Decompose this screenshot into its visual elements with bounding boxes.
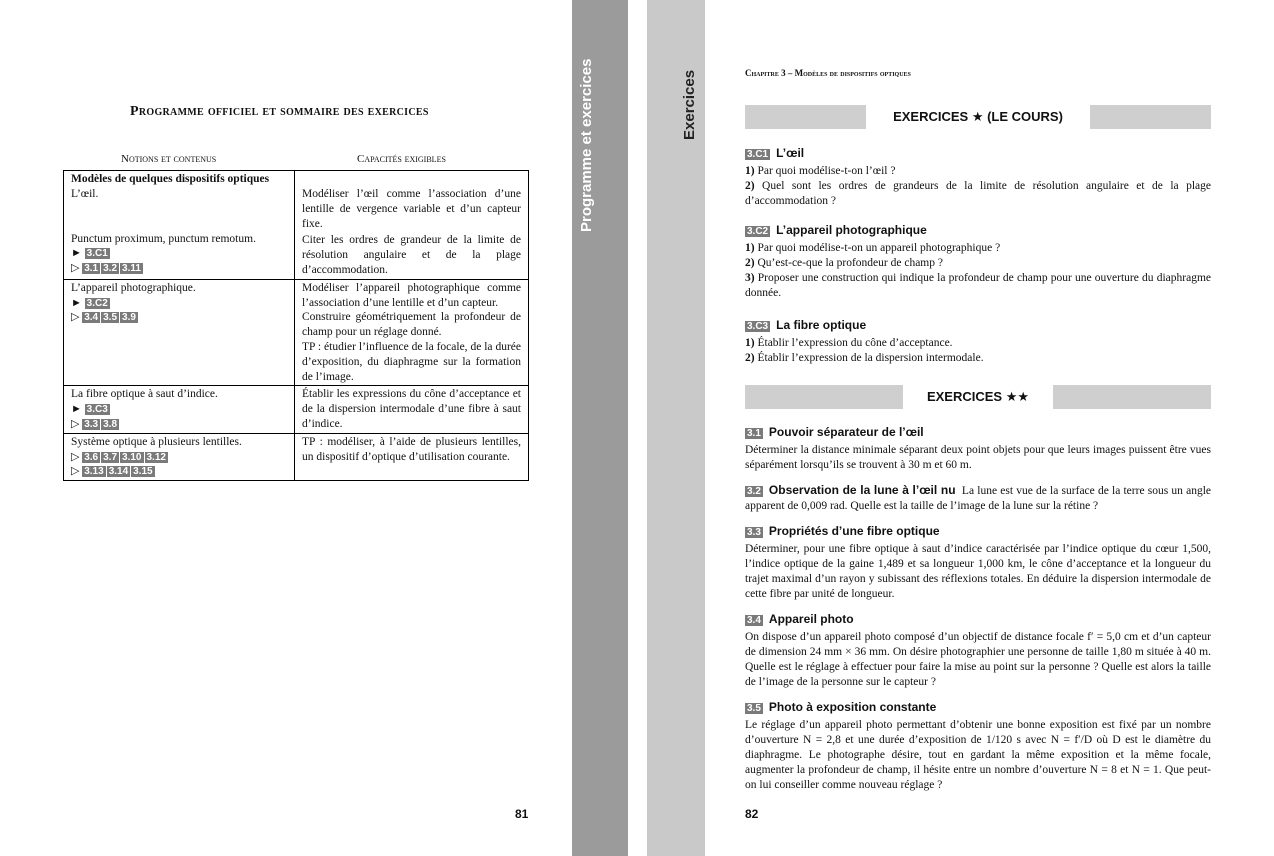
- table-row: [64, 171, 529, 280]
- exercise-title: L’appareil photographique: [776, 223, 927, 237]
- page-number-right: 82: [745, 807, 759, 821]
- table-row: [64, 279, 529, 386]
- open-triangle-icon: ▷: [71, 417, 80, 430]
- exercise-text: La lune est vue de la surface de la terre sous un angle apparent de 0,009 rad. Quelle est la taille de l’image de la lune sur la rétine ?: [745, 485, 1211, 512]
- exercise-tag: 3.4: [747, 615, 761, 626]
- question-text: Quel sont les ordres de grandeurs de la limite de résolution angulaire et de la plage d’accommodation ?: [745, 180, 1211, 207]
- exercise-block: [745, 524, 1211, 602]
- exercise-tag[interactable]: 3.C2: [86, 297, 108, 309]
- exercise-tag[interactable]: 3.11: [122, 263, 141, 275]
- capacity-text: TP : étudier l’influence de la focale, de la durée d’exposition, du diaphragme sur la formation de l’image.: [302, 340, 521, 383]
- table-cell: [295, 279, 529, 386]
- section-banner-2: [745, 385, 1211, 409]
- question-number: 2): [745, 352, 755, 364]
- open-triangle-icon: ▷: [71, 465, 80, 478]
- open-triangle-icon: ▷: [71, 262, 80, 275]
- exercise-title: Pouvoir séparateur de l’œil: [768, 425, 924, 439]
- question-number: 1): [745, 337, 755, 349]
- open-tag-line: [71, 310, 287, 325]
- exercise-tag: 3.5: [747, 703, 761, 714]
- exercise-tag[interactable]: 3.10: [122, 451, 142, 463]
- capacity-text: Modéliser l’œil comme l’association d’une lentille de vergence variable et d’un capteur fixe.: [302, 188, 521, 230]
- open-tag-line: [71, 417, 287, 432]
- exercise-title: Observation de la lune à l’œil nu: [768, 483, 956, 497]
- table-cell: [295, 171, 529, 280]
- exercise-tag: 3.C3: [747, 321, 769, 332]
- exercise-title: Photo à exposition constante: [768, 700, 937, 714]
- solid-triangle-icon: ►: [71, 403, 82, 416]
- exercise-tag[interactable]: 3.4: [84, 312, 99, 324]
- exercise-block: [745, 425, 1211, 473]
- capacity-text: Citer les ordres de grandeur de la limite de résolution angulaire et de la plage d’accommodation.: [302, 234, 521, 276]
- page-title-left: Programme officiel et sommaire des exercices: [130, 104, 429, 119]
- table-cell: [64, 279, 295, 386]
- exercise-tag[interactable]: 3.9: [122, 312, 136, 324]
- notion-text: L’appareil photographique.: [71, 281, 196, 294]
- exercise-block: [745, 146, 1211, 209]
- solid-tag-line: [71, 296, 287, 311]
- question-text: Proposer une construction qui indique la profondeur de champ pour une ouverture du diaphragme donnée.: [745, 272, 1212, 299]
- program-table: [63, 170, 529, 481]
- exercise-tag: 3.C2: [747, 226, 769, 237]
- exercise-block: [745, 612, 1211, 690]
- exercise-block: [745, 318, 1211, 366]
- open-tag-line: [71, 450, 287, 465]
- exercise-tag[interactable]: 3.2: [103, 263, 118, 275]
- page-gutter: [628, 0, 647, 856]
- exercise-block: [745, 223, 1211, 301]
- column-header-notions: Notions et contenus: [121, 153, 217, 165]
- table-cell: [64, 171, 295, 280]
- section-title: EXERCICES ★ (LE COURS): [893, 109, 1063, 124]
- open-triangle-icon: ▷: [71, 311, 80, 324]
- notion-text: Système optique à plusieurs lentilles.: [71, 435, 242, 448]
- exercise-title: Propriétés d’une fibre optique: [768, 524, 940, 538]
- exercise-title: Appareil photo: [768, 612, 854, 626]
- solid-triangle-icon: ►: [71, 296, 82, 309]
- exercise-tag[interactable]: 3.14: [108, 466, 129, 478]
- exercise-title: La fibre optique: [776, 318, 867, 332]
- running-header-right: Chapitre 3 – Modèles de dispositifs optiques: [745, 68, 911, 78]
- question-text: Qu’est-ce-que la profondeur de champ ?: [757, 257, 943, 269]
- table-row: [64, 386, 529, 433]
- notion-text: L’œil.: [71, 187, 99, 200]
- column-header-capacites: Capacités exigibles: [357, 153, 446, 165]
- exercise-tag[interactable]: 3.8: [103, 418, 118, 430]
- question-text: Établir l’expression du cône d’acceptance.: [757, 337, 953, 349]
- exercise-tag: 3.1: [747, 428, 761, 439]
- open-tag-line: [71, 464, 287, 479]
- exercise-text: Déterminer la distance minimale séparant deux point objets pour que leurs images puissent être vues séparément lorsqu’ils se trouvent à 30 m et 60 m.: [745, 444, 1211, 471]
- table-cell: [64, 433, 295, 480]
- exercise-tag[interactable]: 3.13: [84, 466, 104, 478]
- side-label-right: Exercices: [681, 69, 698, 140]
- exercise-tag[interactable]: 3.5: [103, 312, 118, 324]
- question-number: 3): [745, 272, 755, 284]
- question-number: 1): [745, 165, 755, 177]
- section-banner-1: [745, 105, 1211, 129]
- open-triangle-icon: ▷: [71, 450, 80, 463]
- page-number-left: 81: [515, 807, 529, 821]
- exercise-text: Déterminer, pour une fibre optique à saut d’indice caractérisée par l’indice optique du cœur 1,500, l’indice optique de la gaine 1,489 et sa longueur 1,000 km, le cône d’acceptance et la longueur du trajet maximal d’un rayon y subissant des réflexions totales. En déduire la dispersion intermodale de cette fibre par unité de longueur.: [745, 543, 1211, 600]
- exercise-title: L’œil: [776, 146, 805, 160]
- exercise-block: [745, 483, 1211, 514]
- exercise-tag[interactable]: 3.6: [84, 451, 99, 463]
- exercise-text: Le réglage d’un appareil photo permettant d’obtenir une bonne exposition est fixé par un nombre d’ouverture N = 2,8 et une durée d’exposition de 1/120 s avec N = f′/D où D est le diamètre du diaphragme. Le photographe désire, tout en gardant la même exposition et la même focale, augmenter la profondeur de champ, il hésite entre un nombre d’ouverture N = 8 et N = 1. Que peut-on lui conseiller comme nouveau réglage ?: [745, 719, 1211, 791]
- exercise-tag[interactable]: 3.1: [84, 263, 99, 275]
- capacity-text: TP : modéliser, à l’aide de plusieurs lentilles, un dispositif d’optique d’utilisation courante.: [302, 435, 521, 463]
- question-text: Par quoi modélise-t-on l’œil ?: [757, 165, 896, 177]
- question-number: 2): [745, 257, 755, 269]
- question-number: 2): [745, 180, 755, 192]
- exercise-tag[interactable]: 3.C1: [86, 248, 108, 260]
- exercise-tag[interactable]: 3.C3: [86, 404, 108, 416]
- exercise-tag: 3.2: [747, 486, 761, 497]
- question-text: Établir l’expression de la dispersion intermodale.: [757, 352, 984, 364]
- table-heading: Modèles de quelques dispositifs optiques: [71, 173, 270, 185]
- notion-text: Punctum proximum, punctum remotum.: [71, 232, 256, 245]
- capacity-text: Établir les expressions du cône d’acceptance et de la dispersion intermodale d’une fibre à saut d’indice.: [302, 388, 521, 430]
- exercise-tag: 3.C1: [747, 149, 769, 160]
- exercise-tag[interactable]: 3.12: [146, 451, 166, 463]
- side-label-left: Programme et exercices: [578, 58, 595, 232]
- exercise-block: [745, 700, 1211, 793]
- table-cell: [295, 433, 529, 480]
- solid-tag-line: [71, 246, 287, 261]
- exercise-tag: 3.3: [747, 527, 761, 538]
- solid-tag-line: [71, 402, 287, 417]
- table-cell: [295, 386, 529, 433]
- solid-triangle-icon: ►: [71, 247, 82, 260]
- exercise-tag[interactable]: 3.3: [84, 418, 99, 430]
- question-number: 1): [745, 242, 755, 254]
- open-tag-line: [71, 261, 287, 276]
- capacity-text: Modéliser l’appareil photographique comme l’association d’une lentille et d’un capteur.: [302, 281, 521, 309]
- exercise-tag[interactable]: 3.15: [133, 466, 153, 478]
- question-text: Par quoi modélise-t-on un appareil photographique ?: [757, 242, 1001, 254]
- notion-text: La fibre optique à saut d’indice.: [71, 388, 218, 401]
- capacity-text: Construire géométriquement la profondeur de champ pour un réglage donné.: [302, 311, 521, 339]
- exercise-text: On dispose d’un appareil photo composé d’un objectif de distance focale f′ = 5,0 cm et d’un capteur de dimension 24 mm × 36 mm. On désire photographier une personne de taille 1,80 m située à 40 m. Quelle est le réglage à effectuer pour faire la mise au point sur la personne ? Quelle est alors la taille de l’image de la personne sur le capteur ?: [745, 631, 1211, 688]
- table-cell: [64, 386, 295, 433]
- table-row: [64, 433, 529, 480]
- exercise-tag[interactable]: 3.7: [103, 451, 118, 463]
- section-title: EXERCICES ★★: [926, 389, 1030, 404]
